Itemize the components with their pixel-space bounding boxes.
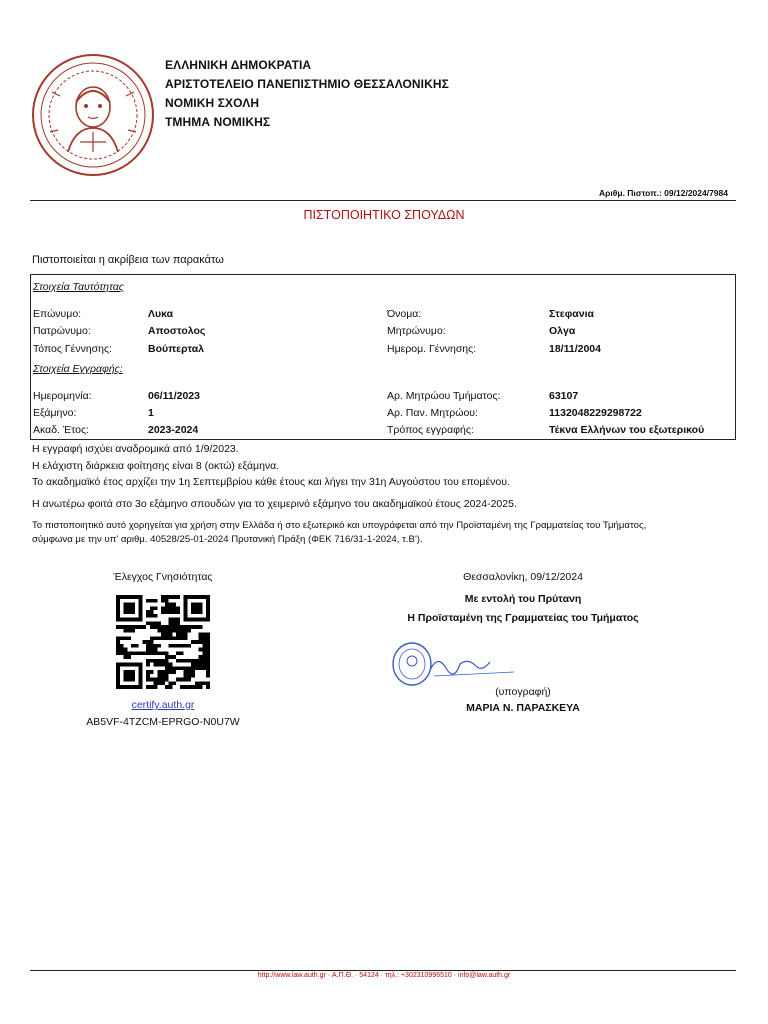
surname-label: Επώνυμο: (33, 308, 82, 320)
surname-value: Λυκα (148, 308, 174, 320)
statement-retroactive: Η εγγραφή ισχύει αναδρομικά από 1/9/2023. (32, 443, 239, 455)
intro-text: Πιστοποιείται η ακρίβεια των παρακάτω (32, 254, 224, 266)
statement-usage: Το πιστοποιητικό αυτό χορηγείται για χρήση στην Ελλάδα ή στο εξωτερικό και υπογράφεται από την Προϊσταμένη της Γραμματείας του Τμήματος, (32, 520, 647, 531)
enroll-date-label: Ημερομηνία: (33, 390, 92, 402)
name-value: Στεφανια (549, 308, 594, 320)
header-university: ΑΡΙΣΤΟΤΕΛΕΙΟ ΠΑΝΕΠΙΣΤΗΜΙΟ ΘΕΣΣΑΛΟΝΙΚΗΣ (165, 77, 449, 91)
dept-reg-label: Αρ. Μητρώου Τμήματος: (387, 390, 501, 402)
statement-academic-year: Το ακαδημαϊκό έτος αρχίζει την 1η Σεπτεμβρίου κάθε έτους και λήγει την 31η Αυγούστου του επομένου. (32, 476, 510, 488)
enroll-method-label: Τρόπος εγγραφής: (387, 424, 474, 436)
certify-link[interactable]: certify.auth.gr (131, 699, 195, 711)
birthplace-label: Τόπος Γέννησης: (33, 343, 112, 355)
footer-divider (30, 970, 736, 971)
document-title: ΠΙΣΤΟΠΟΙΗΤΙΚΟ ΣΠΟΥΔΩΝ (303, 208, 465, 222)
enroll-date-value: 06/11/2023 (148, 390, 200, 402)
univ-reg-label: Αρ. Παν. Μητρώου: (387, 407, 478, 419)
signatory-name: ΜΑΡΙΑ Ν. ΠΑΡΑΣΚΕΥΑ (466, 702, 580, 714)
statement-legal-basis: σύμφωνα με την υπ' αριθμ. 40528/25-01-2024 Πρυτανική Πράξη (ΦΕΚ 716/31-1-2024, τ.Β'). (32, 534, 423, 545)
header-department: ΤΜΗΜΑ ΝΟΜΙΚΗΣ (165, 115, 271, 129)
identity-section-title: Στοιχεία Ταυτότητας (33, 281, 124, 293)
verification-code: AB5VF-4TZCM-EPRGO-N0U7W (86, 716, 240, 728)
dept-reg-value: 63107 (549, 390, 579, 402)
place-date: Θεσσαλονίκη, 09/12/2024 (463, 571, 583, 583)
birthplace-value: Βούπερταλ (148, 343, 205, 355)
name-label: Όνομα: (387, 308, 422, 320)
mother-value: Ολγα (549, 325, 576, 337)
father-value: Αποστολος (148, 325, 206, 337)
enrollment-section-title: Στοιχεία Εγγραφής: (33, 363, 123, 375)
enroll-method-value: Τέκνα Ελλήνων του εξωτερικού (549, 424, 705, 436)
qr-code-icon[interactable] (116, 595, 210, 689)
birthdate-label: Ημερομ. Γέννησης: (387, 343, 477, 355)
father-label: Πατρώνυμο: (33, 325, 91, 337)
signature-title: Η Προϊσταμένη της Γραμματείας του Τμήματος (407, 612, 639, 624)
signature-authority: Με εντολή του Πρύτανη (464, 593, 582, 605)
university-seal-icon (30, 52, 156, 178)
academic-year-label: Ακαδ. Έτος: (33, 424, 89, 436)
semester-value: 1 (148, 407, 154, 419)
header-republic: ΕΛΛΗΝΙΚΗ ΔΗΜΟΚΡΑΤΙΑ (165, 58, 312, 72)
header-school: ΝΟΜΙΚΗ ΣΧΟΛΗ (165, 96, 260, 110)
signature-label: (υπογραφή) (495, 686, 551, 698)
birthdate-value: 18/11/2004 (549, 343, 601, 355)
mother-label: Μητρώνυμο: (387, 325, 446, 337)
academic-year-value: 2023-2024 (148, 424, 199, 436)
univ-reg-value: 1132048229298722 (549, 407, 642, 419)
stamp-signature-icon (390, 640, 520, 690)
certificate-number: Αριθμ. Πιστοπ.: 09/12/2024/7984 (599, 188, 728, 198)
statement-min-duration: Η ελάχιστη διάρκεια φοίτησης είναι 8 (οκτώ) εξάμηνα. (32, 460, 280, 472)
verification-label: Έλεγχος Γνησιότητας (113, 571, 213, 583)
header-divider (30, 200, 736, 201)
statement-current-semester: Η ανωτέρω φοιτά στο 3ο εξάμηνο σπουδών για το χειμερινό εξάμηνο του ακαδημαϊκού έτους 2024-2025. (32, 498, 517, 510)
footer-contact: http://www.law.auth.gr · Α.Π.Θ. · 54124 · τηλ.: +302310996510 · info@law.auth.gr (257, 972, 511, 979)
semester-label: Εξάμηνο: (33, 407, 77, 419)
